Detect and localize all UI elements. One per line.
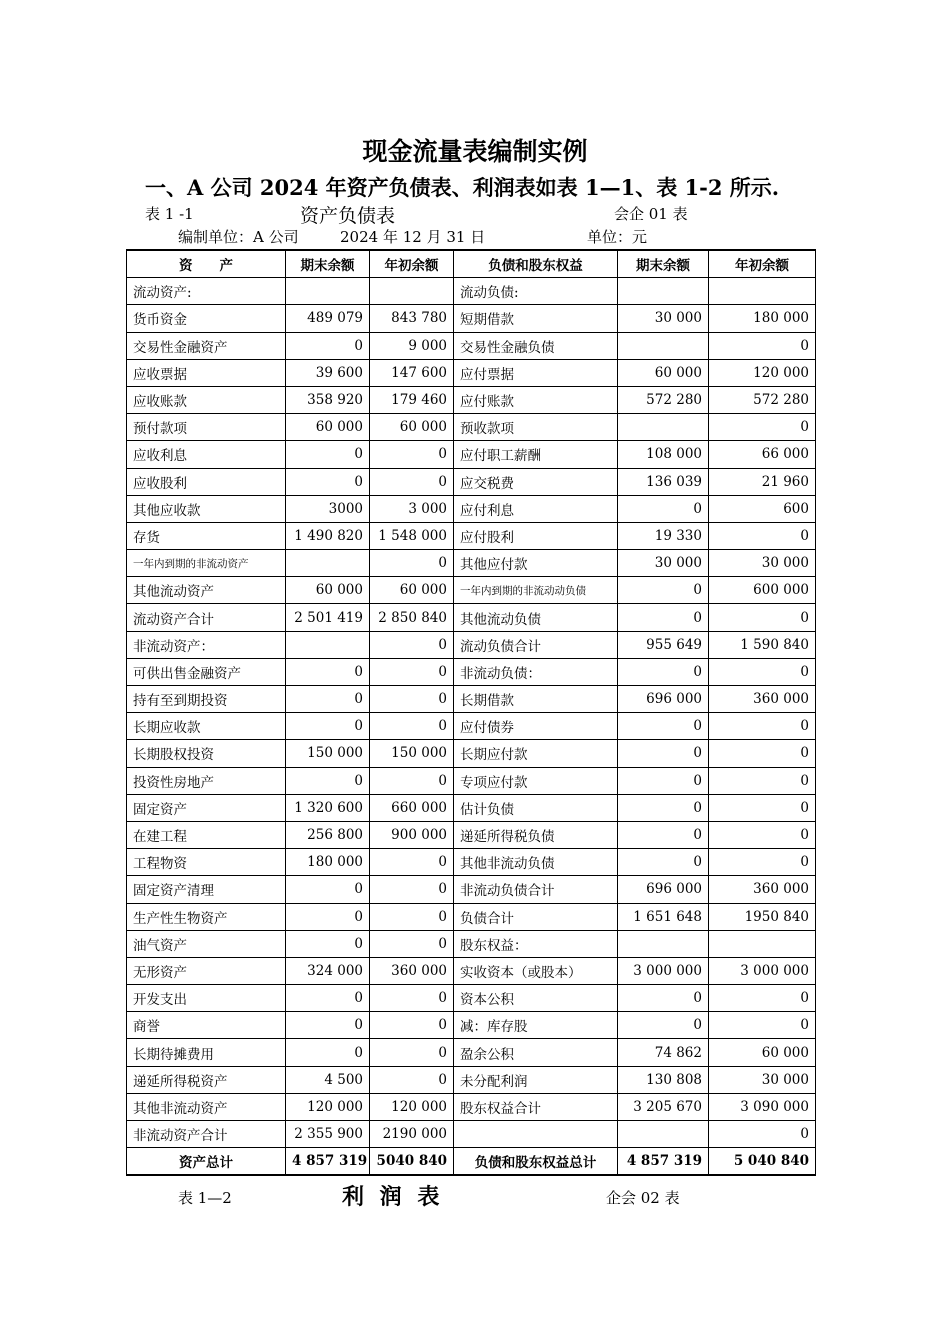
asset-begin-value: 0	[370, 930, 454, 957]
asset-end-value: 150 000	[286, 740, 370, 767]
liability-begin-value: 600	[709, 495, 816, 522]
liability-begin-value: 0	[709, 849, 816, 876]
table1-date: 2024 年 12 月 31 日	[340, 228, 486, 246]
asset-label: 开发支出	[127, 985, 286, 1012]
liability-label	[454, 1121, 618, 1148]
table1-currency: 单位：元	[587, 228, 648, 246]
table-row	[127, 305, 816, 332]
table-row	[127, 604, 816, 631]
liability-label: 流动负债合计	[454, 631, 618, 658]
asset-begin-value: 0	[370, 1039, 454, 1066]
table-row	[127, 468, 816, 495]
asset-begin-value: 660 000	[370, 794, 454, 821]
header-asset-begin: 年初余额	[370, 250, 454, 278]
liability-end-value: 3 205 670	[618, 1093, 709, 1120]
asset-label: 非流动资产：	[127, 631, 286, 658]
asset-end-value: 0	[286, 930, 370, 957]
liability-begin-value: 0	[709, 767, 816, 794]
liability-end-value: 74 862	[618, 1039, 709, 1066]
liability-begin-value: 0	[709, 658, 816, 685]
asset-end-value: 2 501 419	[286, 604, 370, 631]
liability-end-value	[618, 332, 709, 359]
asset-begin-value: 0	[370, 686, 454, 713]
table-row	[127, 849, 816, 876]
total-assets-label: 资产总计	[127, 1148, 286, 1176]
asset-label: 长期股权投资	[127, 740, 286, 767]
asset-begin-value: 3 000	[370, 495, 454, 522]
table-row	[127, 1066, 816, 1093]
header-asset: 资 产	[127, 250, 286, 278]
liability-end-value: 60 000	[618, 359, 709, 386]
liability-label: 股东权益：	[454, 930, 618, 957]
asset-end-value: 1 490 820	[286, 522, 370, 549]
liability-begin-value: 3 090 000	[709, 1093, 816, 1120]
table-row	[127, 930, 816, 957]
liability-label: 资本公积	[454, 985, 618, 1012]
asset-label: 应收账款	[127, 386, 286, 413]
liability-label: 应付账款	[454, 386, 618, 413]
liability-end-value: 1 651 648	[618, 903, 709, 930]
total-assets-end: 4 857 319	[286, 1148, 370, 1176]
liability-label: 减：库存股	[454, 1012, 618, 1039]
liability-end-value: 0	[618, 495, 709, 522]
asset-end-value: 0	[286, 1012, 370, 1039]
asset-end-value: 3000	[286, 495, 370, 522]
table-row	[127, 522, 816, 549]
liability-label: 专项应付款	[454, 767, 618, 794]
table-row	[127, 278, 816, 305]
liability-begin-value: 0	[709, 1121, 816, 1148]
table2-form-code: 企会 02 表	[606, 1189, 680, 1207]
liability-label: 流动负债:	[454, 278, 618, 305]
asset-label: 油气资产	[127, 930, 286, 957]
liability-begin-value: 360 000	[709, 876, 816, 903]
liability-begin-value: 360 000	[709, 686, 816, 713]
asset-end-value: 0	[286, 332, 370, 359]
table1-title: 资产负债表	[300, 205, 396, 227]
liability-begin-value: 1 590 840	[709, 631, 816, 658]
total-row	[127, 1148, 816, 1176]
asset-begin-value: 2 850 840	[370, 604, 454, 631]
liability-end-value: 0	[618, 577, 709, 604]
liability-begin-value: 21 960	[709, 468, 816, 495]
liability-begin-value: 0	[709, 1012, 816, 1039]
asset-label: 固定资产	[127, 794, 286, 821]
asset-label: 交易性金融资产	[127, 332, 286, 359]
liability-end-value: 0	[618, 713, 709, 740]
table-row	[127, 985, 816, 1012]
table-row	[127, 1039, 816, 1066]
asset-label: 其他非流动资产	[127, 1093, 286, 1120]
table-row	[127, 658, 816, 685]
table-row	[127, 550, 816, 577]
liability-begin-value: 0	[709, 794, 816, 821]
liability-begin-value: 0	[709, 522, 816, 549]
header-asset-end: 期末余额	[286, 250, 370, 278]
liability-begin-value: 600 000	[709, 577, 816, 604]
total-assets-begin: 5040 840	[370, 1148, 454, 1176]
liability-label: 负债合计	[454, 903, 618, 930]
table1-number: 表 1 -1	[145, 205, 194, 223]
liability-begin-value: 30 000	[709, 550, 816, 577]
asset-end-value: 0	[286, 903, 370, 930]
asset-label: 流动资产合计	[127, 604, 286, 631]
liability-label: 其他流动负债	[454, 604, 618, 631]
asset-label: 固定资产清理	[127, 876, 286, 903]
table-row	[127, 414, 816, 441]
header-liability-begin: 年初余额	[709, 250, 816, 278]
asset-label: 流动资产:	[127, 278, 286, 305]
asset-end-value: 0	[286, 767, 370, 794]
asset-end-value	[286, 550, 370, 577]
table-row	[127, 686, 816, 713]
table-row	[127, 441, 816, 468]
asset-end-value	[286, 278, 370, 305]
asset-end-value: 1 320 600	[286, 794, 370, 821]
section-heading: 一、A 公司 2024 年资产负债表、利润表如表 1—1、表 1-2 所示.	[145, 175, 780, 200]
asset-end-value: 2 355 900	[286, 1121, 370, 1148]
liability-end-value: 0	[618, 767, 709, 794]
balance-sheet-table	[126, 249, 816, 1176]
liability-begin-value: 0	[709, 332, 816, 359]
asset-begin-value: 900 000	[370, 821, 454, 848]
asset-label: 非流动资产合计	[127, 1121, 286, 1148]
asset-label: 长期应收款	[127, 713, 286, 740]
liability-end-value: 572 280	[618, 386, 709, 413]
liability-end-value: 30 000	[618, 550, 709, 577]
table-row	[127, 1093, 816, 1120]
liability-begin-value: 3 000 000	[709, 957, 816, 984]
total-liabilities-begin: 5 040 840	[709, 1148, 816, 1176]
asset-begin-value: 150 000	[370, 740, 454, 767]
liability-end-value: 696 000	[618, 876, 709, 903]
page-title: 现金流量表编制实例	[362, 137, 588, 166]
asset-end-value: 0	[286, 468, 370, 495]
asset-begin-value: 179 460	[370, 386, 454, 413]
asset-end-value: 60 000	[286, 577, 370, 604]
liability-end-value: 19 330	[618, 522, 709, 549]
total-liabilities-label: 负债和股东权益总计	[454, 1148, 618, 1176]
table-row	[127, 359, 816, 386]
table1-form-code: 会企 01 表	[614, 205, 688, 223]
asset-begin-value: 360 000	[370, 957, 454, 984]
asset-end-value: 256 800	[286, 821, 370, 848]
table-row	[127, 577, 816, 604]
liability-label: 短期借款	[454, 305, 618, 332]
table1-unit: 编制单位：A 公司	[178, 228, 299, 246]
asset-end-value: 0	[286, 876, 370, 903]
liability-end-value: 0	[618, 821, 709, 848]
liability-label: 预收款项	[454, 414, 618, 441]
liability-end-value: 0	[618, 604, 709, 631]
asset-end-value: 60 000	[286, 414, 370, 441]
asset-begin-value: 0	[370, 441, 454, 468]
liability-begin-value: 0	[709, 414, 816, 441]
liability-label: 应付职工薪酬	[454, 441, 618, 468]
liability-end-value	[618, 414, 709, 441]
asset-label: 预付款项	[127, 414, 286, 441]
asset-end-value: 0	[286, 441, 370, 468]
table-row	[127, 713, 816, 740]
asset-begin-value: 147 600	[370, 359, 454, 386]
total-liabilities-end: 4 857 319	[618, 1148, 709, 1176]
liability-label: 一年内到期的非流动动负债	[454, 577, 618, 604]
liability-begin-value: 0	[709, 740, 816, 767]
asset-end-value: 0	[286, 686, 370, 713]
asset-end-value: 0	[286, 658, 370, 685]
asset-label: 一年内到期的非流动资产	[127, 550, 286, 577]
asset-end-value: 0	[286, 985, 370, 1012]
asset-begin-value: 0	[370, 550, 454, 577]
asset-begin-value: 0	[370, 658, 454, 685]
liability-label: 应付债券	[454, 713, 618, 740]
table-row	[127, 821, 816, 848]
asset-end-value: 489 079	[286, 305, 370, 332]
liability-end-value	[618, 930, 709, 957]
liability-begin-value: 60 000	[709, 1039, 816, 1066]
asset-begin-value: 0	[370, 468, 454, 495]
liability-begin-value: 30 000	[709, 1066, 816, 1093]
asset-label: 存货	[127, 522, 286, 549]
table-row	[127, 767, 816, 794]
liability-begin-value: 0	[709, 604, 816, 631]
asset-label: 长期待摊费用	[127, 1039, 286, 1066]
liability-begin-value: 1950 840	[709, 903, 816, 930]
asset-end-value: 120 000	[286, 1093, 370, 1120]
asset-label: 在建工程	[127, 821, 286, 848]
asset-end-value: 324 000	[286, 957, 370, 984]
asset-begin-value: 60 000	[370, 414, 454, 441]
table-row	[127, 876, 816, 903]
liability-label: 股东权益合计	[454, 1093, 618, 1120]
asset-label: 工程物资	[127, 849, 286, 876]
asset-label: 应收票据	[127, 359, 286, 386]
liability-end-value: 130 808	[618, 1066, 709, 1093]
liability-begin-value: 66 000	[709, 441, 816, 468]
asset-begin-value: 120 000	[370, 1093, 454, 1120]
liability-label: 应付票据	[454, 359, 618, 386]
asset-label: 货币资金	[127, 305, 286, 332]
header-liability-end: 期末余额	[618, 250, 709, 278]
liability-begin-value	[709, 930, 816, 957]
asset-end-value	[286, 631, 370, 658]
asset-begin-value: 0	[370, 631, 454, 658]
liability-begin-value: 180 000	[709, 305, 816, 332]
asset-begin-value	[370, 278, 454, 305]
liability-begin-value: 120 000	[709, 359, 816, 386]
asset-begin-value: 0	[370, 1066, 454, 1093]
asset-end-value: 4 500	[286, 1066, 370, 1093]
asset-begin-value: 2190 000	[370, 1121, 454, 1148]
liability-label: 其他非流动负债	[454, 849, 618, 876]
table-row	[127, 631, 816, 658]
asset-label: 生产性生物资产	[127, 903, 286, 930]
liability-end-value: 696 000	[618, 686, 709, 713]
liability-label: 应付利息	[454, 495, 618, 522]
liability-end-value: 0	[618, 1012, 709, 1039]
liability-label: 递延所得税负债	[454, 821, 618, 848]
liability-label: 应交税费	[454, 468, 618, 495]
asset-begin-value: 843 780	[370, 305, 454, 332]
liability-label: 长期应付款	[454, 740, 618, 767]
asset-label: 投资性房地产	[127, 767, 286, 794]
asset-begin-value: 0	[370, 876, 454, 903]
asset-begin-value: 0	[370, 985, 454, 1012]
liability-label: 应付股利	[454, 522, 618, 549]
asset-label: 递延所得税资产	[127, 1066, 286, 1093]
asset-label: 应收股利	[127, 468, 286, 495]
asset-begin-value: 9 000	[370, 332, 454, 359]
asset-begin-value: 1 548 000	[370, 522, 454, 549]
table2-number: 表 1—2	[178, 1189, 232, 1207]
liability-end-value	[618, 278, 709, 305]
asset-begin-value: 0	[370, 713, 454, 740]
table-row	[127, 957, 816, 984]
asset-label: 其他应收款	[127, 495, 286, 522]
liability-end-value: 3 000 000	[618, 957, 709, 984]
table-row	[127, 332, 816, 359]
liability-end-value: 0	[618, 849, 709, 876]
asset-label: 应收利息	[127, 441, 286, 468]
liability-label: 交易性金融负债	[454, 332, 618, 359]
liability-label: 长期借款	[454, 686, 618, 713]
asset-label: 可供出售金融资产	[127, 658, 286, 685]
table2-title: 利 润 表	[342, 1185, 444, 1210]
liability-begin-value: 0	[709, 985, 816, 1012]
table-row	[127, 740, 816, 767]
balance-sheet-header	[127, 250, 816, 278]
liability-end-value: 0	[618, 658, 709, 685]
table-row	[127, 794, 816, 821]
asset-label: 持有至到期投资	[127, 686, 286, 713]
asset-begin-value: 0	[370, 1012, 454, 1039]
liability-label: 实收资本（或股本）	[454, 957, 618, 984]
asset-end-value: 358 920	[286, 386, 370, 413]
asset-end-value: 39 600	[286, 359, 370, 386]
asset-begin-value: 0	[370, 767, 454, 794]
liability-begin-value: 0	[709, 713, 816, 740]
table-row	[127, 1121, 816, 1148]
asset-end-value: 0	[286, 713, 370, 740]
liability-end-value: 30 000	[618, 305, 709, 332]
liability-begin-value: 0	[709, 821, 816, 848]
liability-label: 估计负债	[454, 794, 618, 821]
asset-label: 无形资产	[127, 957, 286, 984]
header-liability: 负债和股东权益	[454, 250, 618, 278]
asset-end-value: 180 000	[286, 849, 370, 876]
asset-begin-value: 0	[370, 903, 454, 930]
asset-label: 其他流动资产	[127, 577, 286, 604]
liability-end-value: 136 039	[618, 468, 709, 495]
liability-begin-value: 572 280	[709, 386, 816, 413]
liability-end-value: 955 649	[618, 631, 709, 658]
liability-end-value: 0	[618, 794, 709, 821]
liability-end-value: 0	[618, 740, 709, 767]
liability-label: 非流动负债：	[454, 658, 618, 685]
table-row	[127, 1012, 816, 1039]
liability-end-value: 108 000	[618, 441, 709, 468]
asset-begin-value: 0	[370, 849, 454, 876]
table-row	[127, 903, 816, 930]
table-row	[127, 495, 816, 522]
asset-end-value: 0	[286, 1039, 370, 1066]
liability-end-value	[618, 1121, 709, 1148]
liability-label: 盈余公积	[454, 1039, 618, 1066]
table-row	[127, 386, 816, 413]
liability-label: 非流动负债合计	[454, 876, 618, 903]
liability-label: 其他应付款	[454, 550, 618, 577]
asset-begin-value: 60 000	[370, 577, 454, 604]
liability-end-value: 0	[618, 985, 709, 1012]
liability-label: 未分配利润	[454, 1066, 618, 1093]
liability-begin-value	[709, 278, 816, 305]
balance-sheet-body	[127, 278, 816, 1148]
asset-label: 商誉	[127, 1012, 286, 1039]
